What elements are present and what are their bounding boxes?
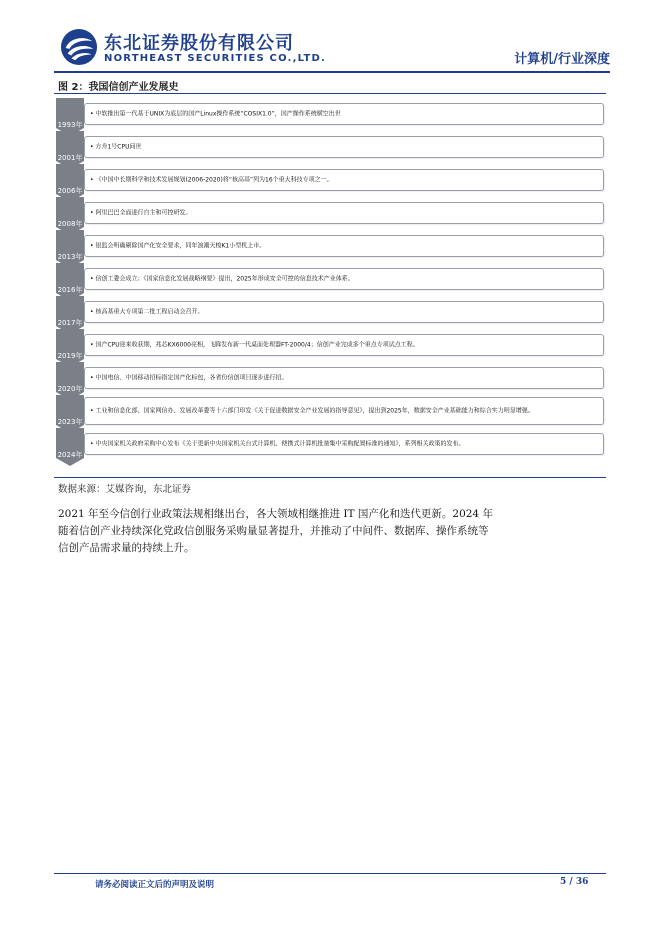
timeline-event-text: • 方舟1号CPU问世: [90, 143, 142, 151]
timeline-event-box: [84, 367, 604, 389]
footer-disclaimer: 请务必阅读正文后的声明及说明: [95, 880, 215, 890]
timeline-event-box: [84, 136, 604, 158]
timeline-item: [56, 164, 606, 197]
timeline-year: 2019年: [57, 352, 83, 360]
timeline-event-text: • 核高基重大专项第二批工程启动会召开。: [90, 308, 204, 316]
page-header: [54, 24, 610, 70]
timeline-event-box: [84, 202, 604, 224]
timeline-item: [56, 395, 606, 428]
timeline-event-box: [84, 397, 604, 425]
timeline-event-text: • 中央国家机关政府采购中心发布《关于更新中央国家机关台式计算机、便携式计算机批量集中采购配置标准的通知》，系列相关政策的发布。: [90, 440, 465, 448]
timeline-year: 2006年: [57, 187, 83, 195]
footer-divider: [54, 873, 606, 874]
timeline-item: [56, 263, 606, 296]
timeline-year: 2008年: [57, 220, 83, 228]
timeline-year: 2023年: [57, 418, 83, 426]
timeline-year: 2013年: [57, 253, 83, 261]
figure-source: 数据来源：艾媒咨询，东北证券: [58, 484, 192, 495]
timeline-event-box: [84, 433, 604, 455]
timeline-event-box: [84, 268, 604, 290]
figure-title: 图 2：我国信创产业发展史: [58, 82, 179, 93]
timeline-event-text: • 《中国中长期科学和技术发展规划(2006-2020)将“核高基”列为16个重大科技专项之一。: [90, 176, 333, 184]
timeline-event-text: • 阿里巴巴全面进行自主和可控研发。: [90, 209, 192, 217]
timeline-item: [56, 329, 606, 362]
timeline-event-box: [84, 103, 604, 125]
timeline-item: [56, 230, 606, 263]
timeline-event-box: [84, 334, 604, 356]
timeline-item: [56, 131, 606, 164]
timeline-arrow-icon: [56, 428, 84, 466]
timeline-event-text: • 中软推出第一代基于UNIX为底层的国产Linux操作系统“COSIX1.0”，国产操作系统横空出世: [90, 110, 341, 118]
figure-top-divider: [54, 93, 606, 94]
page-number: 5 / 36: [560, 877, 589, 887]
timeline-event-text: • 银监会明确剔除国产化安全要求，同年浪潮天梭K1小型机上市。: [90, 242, 266, 250]
timeline-year: 2024年: [57, 451, 83, 459]
timeline-year: 2016年: [57, 286, 83, 294]
timeline-item: [56, 296, 606, 329]
header-divider: [54, 71, 610, 73]
section-label: 计算机/行业深度: [514, 52, 610, 67]
timeline-item: [56, 362, 606, 395]
timeline-year: 2020年: [57, 385, 83, 393]
timeline-event-box: [84, 169, 604, 191]
timeline-year: 2001年: [57, 154, 83, 162]
timeline-event-box: [84, 235, 604, 257]
timeline-year: 1993年: [57, 121, 83, 129]
timeline-item: [56, 428, 606, 461]
timeline-event-text: • 国产CPU迎来收获期，兆芯KX6000亮相，飞腾发布新一代桌面处理器FT-2000/4；信创产业完成多个重点专项试点工程。: [90, 341, 419, 349]
timeline-event-text: • 信创工委会成立；《国家信息化发展战略纲要》提出，2025年形成安全可控的信息技术产业体系。: [90, 275, 354, 283]
timeline-event-box: [84, 301, 604, 323]
body-paragraph: 2021 年至今信创行业政策法规相继出台，各大领域相继推进 IT 国产化和迭代更新。2024 年随着信创产业持续深化党政信创服务采购量显著提升，并推动了中间件、数据库、操作系统等信创产品需求量的持续上升。: [58, 508, 493, 554]
company-name-en: NORTHEAST SECURITIES CO.,LTD.: [104, 53, 327, 64]
company-name-cn: 东北证券股份有限公司: [104, 33, 294, 54]
timeline-event-text: • 工业和信息化部、国家网信办、发展改革委等十六部门印发《关于促进数据安全产业发展的指导意见》，提出到2025年，数据安全产业基础能力和综合实力明显增强。: [90, 407, 534, 415]
company-logo-icon: [60, 28, 98, 66]
timeline-item: [56, 197, 606, 230]
timeline-year: 2017年: [57, 319, 83, 327]
figure-bottom-divider: [54, 477, 606, 478]
timeline-item: [56, 98, 606, 131]
timeline-event-text: • 中国电信、中国移动招标指定国产化标包，各省份信创项目逐步进行招。: [90, 374, 288, 382]
